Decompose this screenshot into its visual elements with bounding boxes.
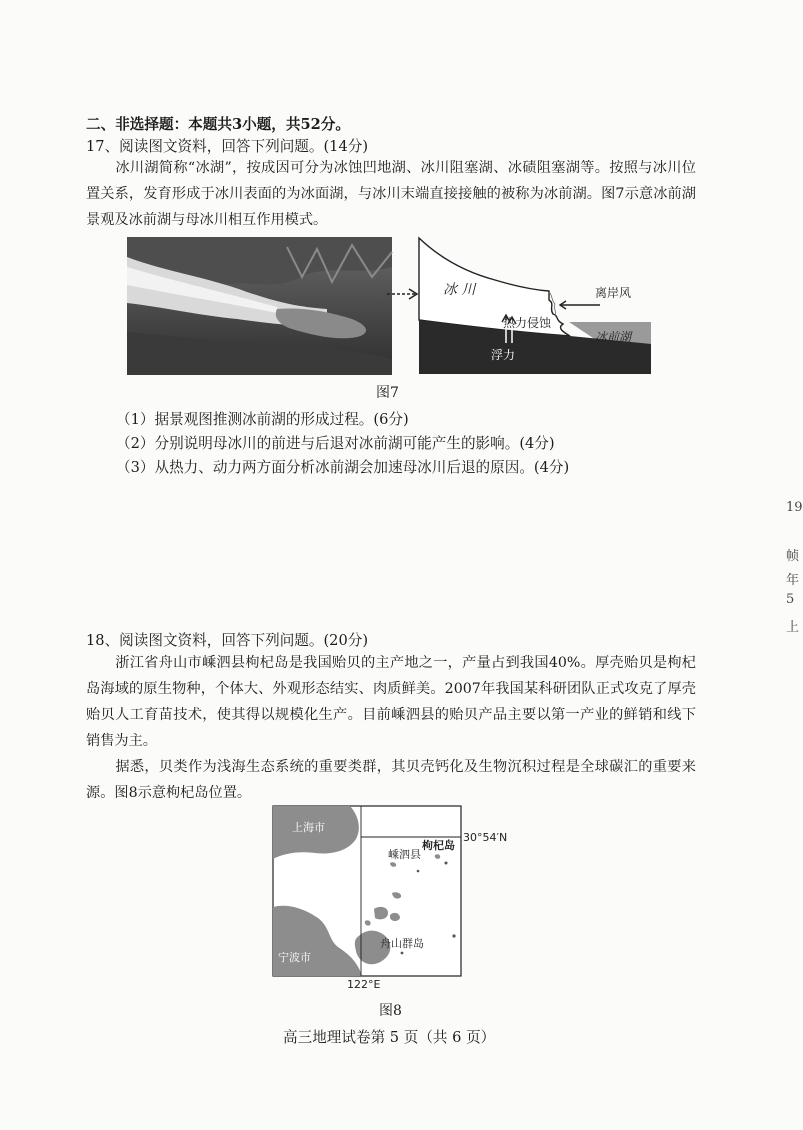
figure-8-caption: 图8 (379, 1003, 402, 1019)
islet-1 (445, 862, 448, 865)
q18-passage-1: 浙江省舟山市嵊泗县枸杞岛是我国贻贝的主产地之一，产量占到我国40%。厚壳贻贝是枸杞岛海域的原生物种，个体大、外观形态结实、肉质鲜美。2007年我国某科研团队正式攻克了厚壳贻贝人工育苗技术，使其得以规模化生产。目前嵊泗县的贻贝产品主要以第一产业的鲜销和线下销售为主。 (86, 655, 696, 749)
page-footer: 高三地理试卷第 5 页（共 6 页） (283, 1029, 496, 1046)
proglacial-lake-photo (127, 237, 392, 375)
section-heading: 二、非选择题：本题共3小题，共52分。 (86, 116, 350, 133)
margin-char-3: 年 (786, 573, 800, 588)
glacier-lake-diagram (385, 236, 655, 376)
q17-sub-question-3: （3）从热力、动力两方面分析冰前湖会加速母冰川后退的原因。(4分) (116, 459, 570, 476)
label-zhoushan: 舟山群岛 (380, 937, 424, 950)
q17-sub-question-2: （2）分别说明母冰川的前进与后退对冰前湖可能产生的影响。(4分) (116, 435, 555, 452)
label-longitude: 122°E (347, 978, 381, 991)
margin-char-1: 19 (786, 500, 803, 515)
label-shengsi: 嵊泗县 (388, 848, 421, 861)
islet-4 (401, 952, 404, 955)
label-ningbo: 宁波市 (278, 951, 311, 964)
margin-char-2: 帧 (786, 549, 800, 564)
islet-2 (417, 870, 420, 873)
label-gouqi: 枸杞岛 (422, 839, 455, 852)
label-offshore-wind: 离岸风 (595, 286, 632, 300)
q18-passage-2: 据悉，贝类作为浅海生态系统的重要类群，其贝壳钙化及生物沉积过程是全球碳汇的重要来源。图8示意枸杞岛位置。 (86, 759, 696, 801)
label-shanghai: 上海市 (292, 821, 325, 834)
figure-7-caption: 图7 (376, 385, 399, 401)
q17-passage: 冰川湖简称“冰湖”，按成因可分为冰蚀凹地湖、冰川阻塞湖、冰碛阻塞湖等。按照与冰川位置关系，发育形成于冰川表面的为冰面湖，与冰川末端直接接触的被称为冰前湖。图7示意冰前湖景观及冰前湖与母冰川相互作用模式。 (86, 160, 696, 228)
islet-3 (452, 934, 455, 937)
q17-sub-question-1: （1）据景观图推测冰前湖的形成过程。(6分) (116, 411, 409, 428)
margin-char-5: 上 (786, 620, 800, 635)
label-latitude: 30°54′N (463, 831, 508, 844)
label-proglacial-lake: 冰前湖 (595, 330, 632, 344)
gouqi-island-map (270, 803, 515, 989)
label-glacier: 冰 川 (443, 282, 476, 298)
label-buoyancy: 浮力 (491, 348, 516, 362)
margin-char-4: 5 (786, 592, 795, 607)
q18-title: 18、阅读图文资料，回答下列问题。(20分) (86, 632, 369, 649)
label-thermal-erosion: 热力侵蚀 (503, 316, 552, 330)
q17-title: 17、阅读图文资料，回答下列问题。(14分) (86, 138, 369, 155)
